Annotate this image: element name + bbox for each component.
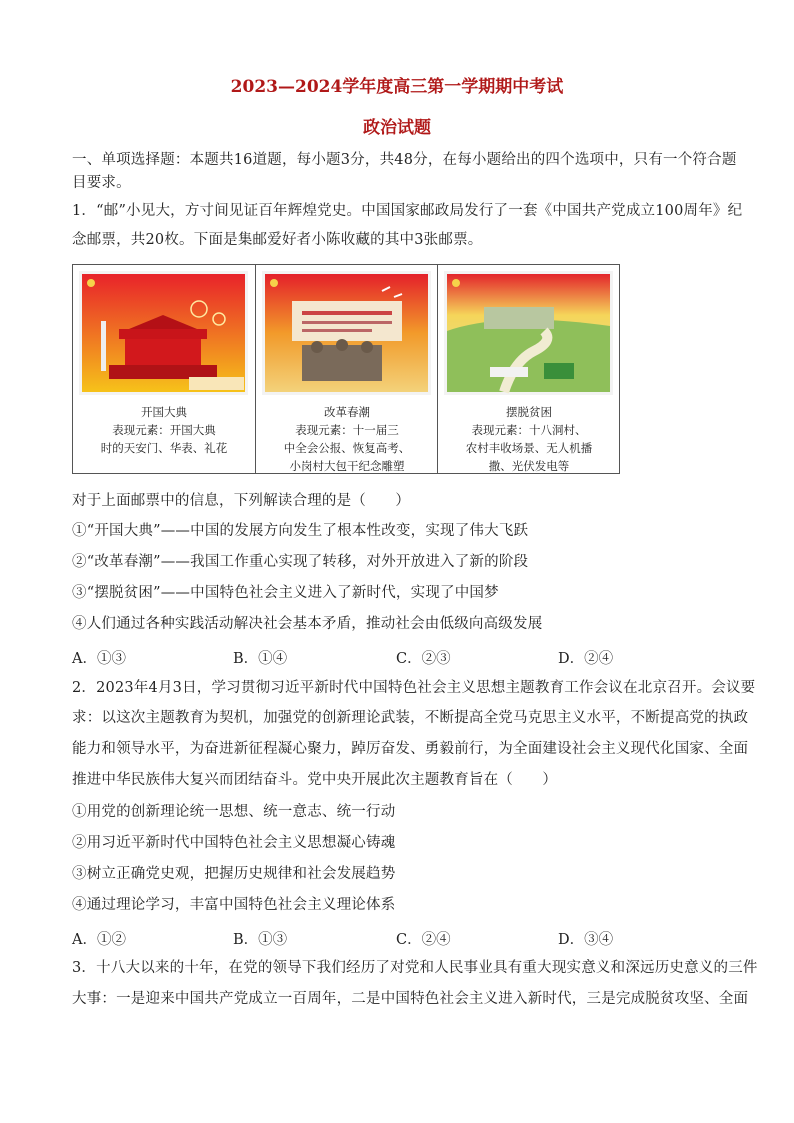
q3-stem-line: 3．十八大以来的十年，在党的领导下我们经历了对党和人民事业具有重大现实意义和深远历史意义的三件	[72, 960, 758, 976]
q2-stem-line: 求：以这次主题教育为契机，加强党的创新理论武装，不断提高全党马克思主义水平，不断提高党的执政	[72, 710, 749, 726]
section-heading: 一、单项选择题：本题共16道题，每小题3分，共48分，在每小题给出的四个选项中，只有一个符合题	[72, 152, 737, 168]
q2-statement: ②用习近平新时代中国特色社会主义思想凝心铸魂	[72, 835, 396, 851]
option-a[interactable]: A．①②	[72, 932, 126, 948]
option-d[interactable]: D．③④	[558, 932, 614, 948]
exam-title: 2023—2024学年度高三第一学期期中考试	[230, 77, 564, 97]
stamp-name: 摆脱贫困	[506, 405, 552, 419]
stamp-caption	[256, 403, 438, 475]
q2-stem-line: 推进中华民族伟大复兴而团结奋斗。党中央开展此次主题教育旨在（ ）	[72, 772, 558, 788]
stamp-cell	[73, 265, 255, 473]
stamp-desc-line: 表现元素：十一届三	[295, 423, 399, 437]
stamp-caption	[73, 403, 255, 457]
option-d[interactable]: D．②④	[558, 651, 614, 667]
q2-statement: ①用党的创新理论统一思想、统一意志、统一行动	[72, 804, 396, 820]
q2-statement: ③树立正确党史观，把握历史规律和社会发展趋势	[72, 866, 396, 882]
option-a[interactable]: A．①③	[72, 651, 126, 667]
stamp-name: 改革春潮	[324, 405, 370, 419]
q1-stem-line1: 1．“邮”小见大，方寸间见证百年辉煌党史。中国国家邮政局发行了一套《中国共产党成立100周年》纪	[72, 203, 743, 219]
stamp-desc-line: 撒、光伏发电等	[488, 459, 570, 473]
tiananmen-icon	[79, 271, 248, 395]
option-b[interactable]: B．①③	[233, 932, 288, 948]
option-c[interactable]: C．②④	[396, 932, 451, 948]
q2-statement: ④通过理论学习，丰富中国特色社会主义理论体系	[72, 897, 396, 913]
q1-stem-line2: 念邮票，共20枚。下面是集邮爱好者小陈收藏的其中3张邮票。	[72, 232, 483, 248]
section-heading-cont: 目要求。	[72, 175, 131, 191]
village-road-icon	[444, 271, 613, 395]
stamp-desc-line: 表现元素：开国大典	[112, 423, 216, 437]
stamps-table	[72, 264, 620, 474]
q3-stem-line: 大事：一是迎来中国共产党成立一百周年，二是中国特色社会主义进入新时代，三是完成脱贫攻坚、全面	[72, 991, 749, 1007]
reform-sculpture-icon	[262, 271, 431, 395]
q1-statement: ②“改革春潮”——我国工作重心实现了转移，对外开放进入了新的阶段	[72, 554, 529, 570]
q1-options	[72, 647, 722, 667]
stamp-caption	[438, 403, 620, 475]
q1-statement: ③“摆脱贫困”——中国特色社会主义进入了新时代，实现了中国梦	[72, 585, 499, 601]
stamp-desc-line: 中全会公报、恢复高考、	[283, 441, 411, 455]
stamp-desc-line: 时的天安门、华表、礼花	[100, 441, 228, 455]
stamp-cell	[255, 265, 437, 473]
subject-title: 政治试题	[363, 118, 431, 138]
stamp-desc-line: 表现元素：十八洞村、	[471, 423, 587, 437]
option-b[interactable]: B．①④	[233, 651, 288, 667]
stamp-desc-line: 小岗村大包干纪念雕塑	[289, 459, 405, 473]
q1-statement: ④人们通过各种实践活动解决社会基本矛盾，推动社会由低级向高级发展	[72, 616, 543, 632]
option-c[interactable]: C．②③	[396, 651, 451, 667]
q2-stem-line: 能力和领导水平，为奋进新征程凝心聚力，踔厉奋发、勇毅前行，为全面建设社会主义现代化国家、全面	[72, 741, 749, 757]
stamp-desc-line: 农村丰收场景、无人机播	[465, 441, 593, 455]
q2-options	[72, 928, 722, 948]
stamp-cell	[437, 265, 619, 473]
q1-statement: ①“开国大典”——中国的发展方向发生了根本性改变，实现了伟大飞跃	[72, 523, 529, 539]
q1-question: 对于上面邮票中的信息，下列解读合理的是（ ）	[72, 493, 411, 509]
q2-stem-line: 2．2023年4月3日，学习贯彻习近平新时代中国特色社会主义思想主题教育工作会议在北京召开。会议要	[72, 680, 756, 696]
stamp-name: 开国大典	[141, 405, 187, 419]
